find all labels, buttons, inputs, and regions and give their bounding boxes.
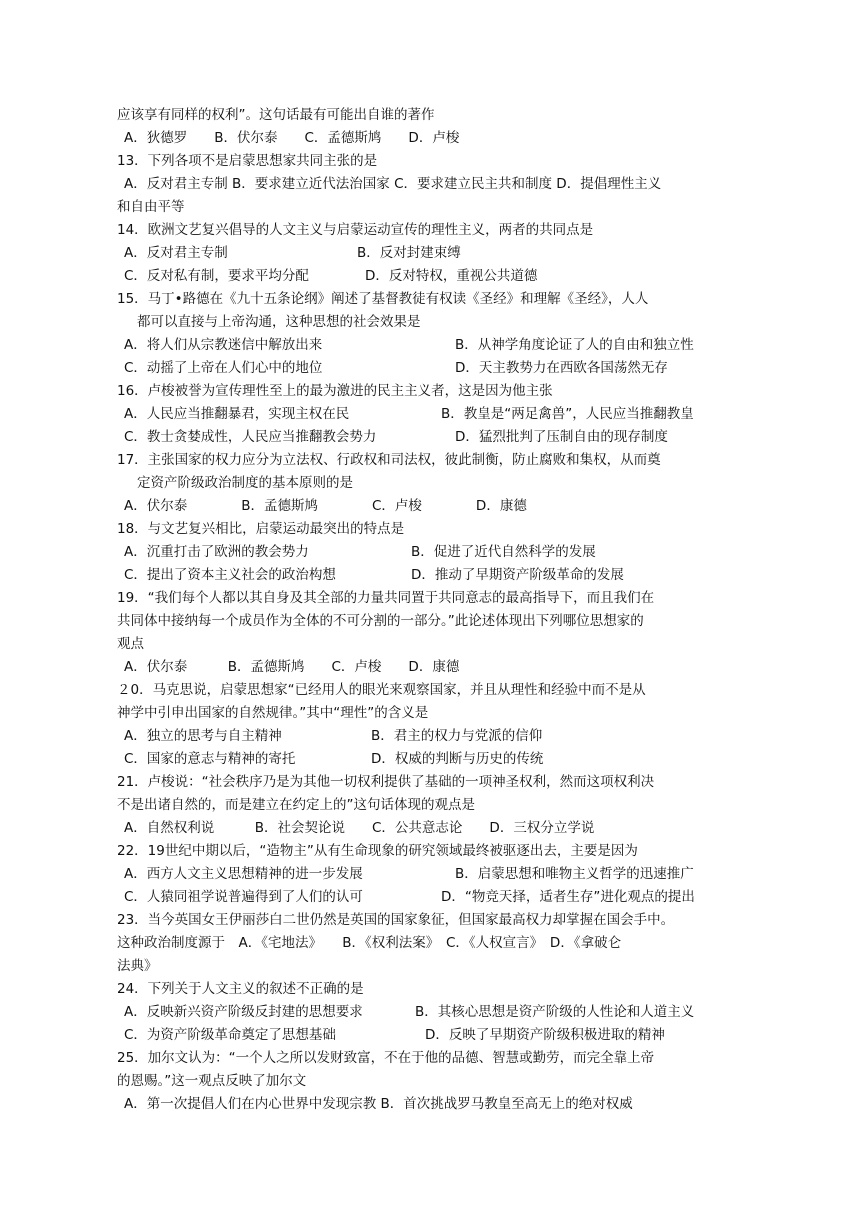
- q25-stem-line1: 25．加尔文认为：“一个人之所以发财致富，不在于他的品德、智慧或勤劳，而完全靠上帝: [117, 1050, 655, 1066]
- q18-option-a: A．沉重打击了欧洲的教会势力: [124, 544, 309, 560]
- q17-stem-line1: 17．主张国家的权力应分为立法权、行政权和司法权，彼此制衡，防止腐败和集权，从而奠: [117, 452, 661, 468]
- q20-stem-line2: 神学中引申出国家的自然规律。”其中“理性”的含义是: [117, 705, 429, 721]
- q23-stem-line2: 这种政治制度源于 A．《宅地法》 B．《权利法案》 C．《人权宣言》 D．《拿破仑: [117, 935, 622, 951]
- q22-option-b: B．启蒙思想和唯物主义哲学的迅速推广: [455, 866, 694, 882]
- q17-options: A．伏尔泰 B．孟德斯鸠 C．卢梭 D．康德: [124, 498, 527, 514]
- q16-stem: 16．卢梭被誉为宣传理性至上的最为激进的民主主义者，这是因为他主张: [117, 383, 553, 399]
- q14-option-c: C．反对私有制，要求平均分配: [124, 268, 309, 284]
- q12-stem-continuation: 应该享有同样的权利”。这句话最有可能出自谁的著作: [117, 107, 435, 123]
- q14-option-a: A．反对君主专制: [124, 245, 228, 261]
- q23-stem-line1: 23．当今英国女王伊丽莎白二世仍然是英国的国家象征，但国家最高权力却掌握在国会手中。: [117, 912, 675, 928]
- q14-stem: 14．欧洲文艺复兴倡导的人文主义与启蒙运动宣传的理性主义，两者的共同点是: [117, 222, 594, 238]
- q22-stem: 22．19世纪中期以后，“造物主”从有生命现象的研究领域最终被驱逐出去，主要是因为: [117, 843, 638, 859]
- q24-option-a: A．反映新兴资产阶级反封建的思想要求: [124, 1004, 363, 1020]
- q16-option-c: C．教士贪婪成性，人民应当推翻教会势力: [124, 429, 377, 445]
- q12-options: A．狄德罗 B．伏尔泰 C．孟德斯鸠 D．卢梭: [124, 130, 460, 146]
- q15-option-c: C．动摇了上帝在人们心中的地位: [124, 360, 323, 376]
- q16-option-a: A．人民应当推翻暴君，实现主权在民: [124, 406, 350, 422]
- q21-options: A．自然权利说 B．社会契论说 C．公共意志论 D．三权分立学说: [124, 820, 595, 836]
- q22-option-a: A．西方人文主义思想精神的进一步发展: [124, 866, 363, 882]
- q20-option-d: D．权威的判断与历史的传统: [371, 751, 544, 767]
- q21-stem-line2: 不是出诸自然的，而是建立在约定上的”这句话体现的观点是: [117, 797, 475, 813]
- q25-options: A．第一次提倡人们在内心世界中发现宗教 B．首次挑战罗马教皇至高无上的绝对权威: [124, 1096, 633, 1112]
- q14-option-b: B．反对封建束缚: [357, 245, 461, 261]
- q24-option-d: D．反映了早期资产阶级积极进取的精神: [425, 1027, 665, 1043]
- q18-option-b: B．促进了近代自然科学的发展: [411, 544, 596, 560]
- q13-stem: 13．下列各项不是启蒙思想家共同主张的是: [117, 153, 378, 169]
- q19-stem-line2: 共同体中接纳每一个成员作为全体的不可分割的一部分。”此论述体现出下列哪位思想家的: [117, 613, 644, 629]
- q20-option-c: C．国家的意志与精神的寄托: [124, 751, 296, 767]
- q24-stem: 24．下列关于人文主义的叙述不正确的是: [117, 981, 364, 997]
- q15-option-a: A．将人们从宗教迷信中解放出来: [124, 337, 323, 353]
- q22-option-d: D．“物竞天择，适者生存”进化观点的提出: [441, 889, 695, 905]
- q22-option-c: C．人猿同祖学说普遍得到了人们的认可: [124, 889, 363, 905]
- q20-option-b: B．君主的权力与党派的信仰: [371, 728, 543, 744]
- q15-option-b: B．从神学角度论证了人的自由和独立性: [455, 337, 694, 353]
- q20-stem-line1: ２0．马克思说，启蒙思想家“已经用人的眼光来观察国家，并且从理性和经验中而不是从: [117, 682, 646, 698]
- q24-option-b: B．其核心思想是资产阶级的人性论和人道主义: [415, 1004, 695, 1020]
- q13-options-line2: 和自由平等: [117, 199, 185, 215]
- q19-stem-line1: 19．“我们每个人都以其自身及其全部的力量共同置于共同意志的最高指导下，而且我们在: [117, 590, 655, 606]
- q20-option-a: A．独立的思考与自主精神: [124, 728, 282, 744]
- q15-stem-line2: 都可以直接与上帝沟通，这种思想的社会效果是: [137, 314, 421, 330]
- q25-stem-line2: 的恩赐。”这一观点反映了加尔文: [117, 1073, 307, 1089]
- q23-stem-line3: 法典》: [117, 958, 158, 974]
- q13-options-line1: A．反对君主专制 B．要求建立近代法治国家 C．要求建立民主共和制度 D．提倡理性主义: [124, 176, 662, 192]
- q16-option-d: D．猛烈批判了压制自由的现存制度: [455, 429, 668, 445]
- q21-stem-line1: 21．卢梭说：“社会秩序乃是为其他一切权利提供了基础的一项神圣权利，然而这项权利决: [117, 774, 655, 790]
- q14-option-d: D．反对特权，重视公共道德: [365, 268, 538, 284]
- q18-option-c: C．提出了资本主义社会的政治构想: [124, 567, 336, 583]
- q17-stem-line2: 定资产阶级政治制度的基本原则的是: [137, 475, 353, 491]
- q16-option-b: B．教皇是“两足禽兽”，人民应当推翻教皇: [441, 406, 694, 422]
- q15-option-d: D．天主教势力在西欧各国荡然无存: [455, 360, 668, 376]
- q24-option-c: C．为资产阶级革命奠定了思想基础: [124, 1027, 336, 1043]
- q18-stem: 18．与文艺复兴相比，启蒙运动最突出的特点是: [117, 521, 405, 537]
- q19-stem-line3: 观点: [117, 636, 144, 652]
- q19-options: A．伏尔泰 B．孟德斯鸠 C．卢梭 D．康德: [124, 659, 460, 675]
- q18-option-d: D．推动了早期资产阶级革命的发展: [411, 567, 624, 583]
- q15-stem-line1: 15．马丁•路德在《九十五条论纲》阐述了基督教徒有权读《圣经》和理解《圣经》，人人: [117, 291, 649, 307]
